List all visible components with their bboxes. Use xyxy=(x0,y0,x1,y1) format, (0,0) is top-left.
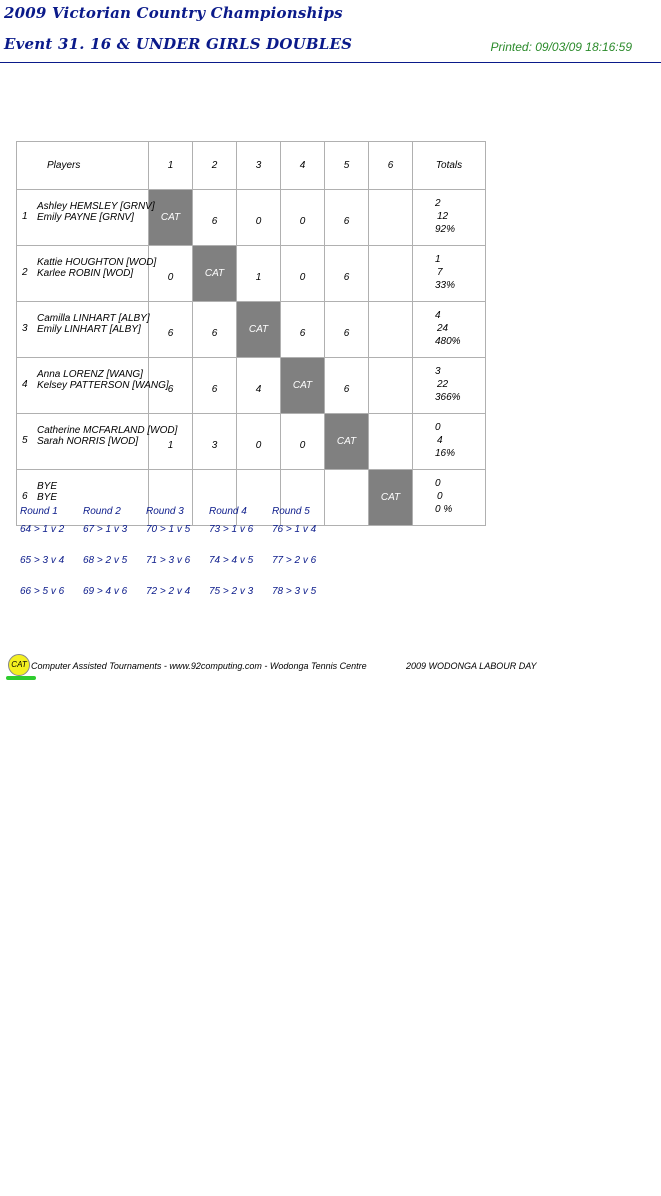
event-title: Event 31. 16 & UNDER GIRLS DOUBLES xyxy=(4,35,353,53)
match-entry: 71 > 3 v 6 xyxy=(146,555,191,566)
score-cell: 6 xyxy=(149,302,193,358)
match-entry: 72 > 2 v 4 xyxy=(146,586,191,597)
score-cell xyxy=(193,470,237,526)
percentage: 0 % xyxy=(435,504,453,515)
games-count: 0 xyxy=(437,491,443,502)
percentage: 366% xyxy=(435,392,461,403)
player-name: BYE xyxy=(37,481,58,492)
score-cell: 3 xyxy=(193,414,237,470)
self-match-cell: CAT xyxy=(281,358,325,414)
self-match-cell: CAT xyxy=(193,246,237,302)
player-name: Camilla LINHART [ALBY] xyxy=(37,313,150,324)
player-name: BYE xyxy=(37,492,58,503)
score-cell: 0 xyxy=(237,414,281,470)
col-header-2: 2 xyxy=(193,142,237,190)
match-entry: 66 > 5 v 6 xyxy=(20,586,65,597)
totals-cell xyxy=(413,190,486,246)
players-header: Players xyxy=(17,142,149,190)
score-cell: 6 xyxy=(325,358,369,414)
totals-cell xyxy=(413,414,486,470)
score-cell: 6 xyxy=(193,302,237,358)
match-entry: 77 > 2 v 6 xyxy=(272,555,317,566)
player-cell xyxy=(17,470,149,526)
score-cell xyxy=(325,470,369,526)
cat-logo-icon: CAT xyxy=(8,654,30,676)
games-count: 24 xyxy=(437,323,449,334)
col-header-4: 4 xyxy=(281,142,325,190)
logo-underline xyxy=(6,676,36,680)
score-cell xyxy=(237,470,281,526)
totals-cell xyxy=(413,246,486,302)
score-cell: 0 xyxy=(149,246,193,302)
match-entry: 68 > 2 v 5 xyxy=(83,555,128,566)
player-cell xyxy=(17,302,149,358)
printed-timestamp: Printed: 09/03/09 18:16:59 xyxy=(490,40,632,54)
percentage: 16% xyxy=(435,448,456,459)
score-cell xyxy=(281,470,325,526)
player-name: Kelsey PATTERSON [WANG] xyxy=(37,380,169,391)
score-cell xyxy=(369,246,413,302)
match-entry: 69 > 4 v 6 xyxy=(83,586,128,597)
wins-count: 3 xyxy=(435,366,441,377)
score-cell: 6 xyxy=(193,358,237,414)
col-header-5: 5 xyxy=(325,142,369,190)
round-label: Round 5 xyxy=(272,506,310,517)
games-count: 12 xyxy=(437,211,449,222)
player-cell xyxy=(17,358,169,414)
score-cell: 6 xyxy=(193,190,237,246)
player-name: Emily PAYNE [GRNV] xyxy=(37,212,134,223)
table-row xyxy=(17,190,486,246)
totals-cell xyxy=(413,470,486,526)
score-cell: 4 xyxy=(237,358,281,414)
totals-cell xyxy=(413,302,486,358)
table-row xyxy=(17,302,486,358)
wins-count: 1 xyxy=(435,254,441,265)
match-entry: 78 > 3 v 5 xyxy=(272,586,317,597)
table-row xyxy=(17,414,486,470)
match-entry: 73 > 1 v 6 xyxy=(209,524,254,535)
player-cell xyxy=(17,246,157,302)
match-entry: 75 > 2 v 3 xyxy=(209,586,254,597)
match-entry: 70 > 1 v 5 xyxy=(146,524,191,535)
score-cell: 0 xyxy=(281,190,325,246)
event-series-title: 2009 Victorian Country Championships xyxy=(4,4,343,22)
player-name: Anna LORENZ [WANG] xyxy=(37,369,143,380)
games-count: 7 xyxy=(437,267,443,278)
pair-number: 1 xyxy=(22,211,28,222)
percentage: 480% xyxy=(435,336,461,347)
player-name: Emily LINHART [ALBY] xyxy=(37,324,141,335)
self-match-cell: CAT xyxy=(369,470,413,526)
wins-count: 0 xyxy=(435,478,441,489)
round-label: Round 4 xyxy=(209,506,247,517)
totals-cell xyxy=(413,358,486,414)
score-cell: 0 xyxy=(281,414,325,470)
score-cell: 0 xyxy=(281,246,325,302)
percentage: 33% xyxy=(435,280,456,291)
score-cell: 1 xyxy=(149,414,193,470)
match-entry: 65 > 3 v 4 xyxy=(20,555,65,566)
score-cell: 6 xyxy=(325,190,369,246)
round-label: Round 1 xyxy=(20,506,58,517)
pair-number: 5 xyxy=(22,435,28,446)
wins-count: 4 xyxy=(435,310,441,321)
player-name: Ashley HEMSLEY [GRNV] xyxy=(37,201,155,212)
player-name: Sarah NORRIS [WOD] xyxy=(37,436,139,447)
score-cell xyxy=(369,358,413,414)
pair-number: 4 xyxy=(22,379,28,390)
pair-number: 6 xyxy=(22,491,28,502)
match-entry: 64 > 1 v 2 xyxy=(20,524,65,535)
table-row xyxy=(17,246,486,302)
score-cell xyxy=(369,302,413,358)
score-cell: 6 xyxy=(325,246,369,302)
games-count: 4 xyxy=(437,435,443,446)
match-entry: 76 > 1 v 4 xyxy=(272,524,317,535)
player-name: Catherine MCFARLAND [WOD] xyxy=(37,425,178,436)
round-label: Round 2 xyxy=(83,506,121,517)
match-entry: 67 > 1 v 3 xyxy=(83,524,128,535)
header-divider xyxy=(0,62,661,63)
score-cell: 6 xyxy=(149,358,193,414)
footer-event-name: 2009 WODONGA LABOUR DAY xyxy=(406,661,537,671)
score-cell xyxy=(149,470,193,526)
grid-header-row xyxy=(17,142,486,190)
wins-count: 0 xyxy=(435,422,441,433)
score-cell: 1 xyxy=(237,246,281,302)
pair-number: 2 xyxy=(22,267,28,278)
player-name: Kattie HOUGHTON [WOD] xyxy=(37,257,157,268)
score-cell: 6 xyxy=(325,302,369,358)
score-cell: 0 xyxy=(237,190,281,246)
score-cell xyxy=(369,190,413,246)
score-cell: 6 xyxy=(281,302,325,358)
totals-header: Totals xyxy=(413,142,486,190)
score-cell xyxy=(369,414,413,470)
table-row xyxy=(17,470,486,526)
self-match-cell: CAT xyxy=(149,190,193,246)
player-cell xyxy=(17,190,155,246)
col-header-3: 3 xyxy=(237,142,281,190)
pair-number: 3 xyxy=(22,323,28,334)
self-match-cell: CAT xyxy=(237,302,281,358)
round-label: Round 3 xyxy=(146,506,184,517)
percentage: 92% xyxy=(435,224,456,235)
wins-count: 2 xyxy=(435,198,441,209)
results-grid xyxy=(16,141,486,526)
footer-credit: Computer Assisted Tournaments - www.92computing.com - Wodonga Tennis Centre xyxy=(31,661,367,671)
games-count: 22 xyxy=(437,379,449,390)
match-entry: 74 > 4 v 5 xyxy=(209,555,254,566)
col-header-6: 6 xyxy=(369,142,413,190)
table-row xyxy=(17,358,486,414)
player-cell xyxy=(17,414,178,470)
player-name: Karlee ROBIN [WOD] xyxy=(37,268,134,279)
col-header-1: 1 xyxy=(149,142,193,190)
self-match-cell: CAT xyxy=(325,414,369,470)
